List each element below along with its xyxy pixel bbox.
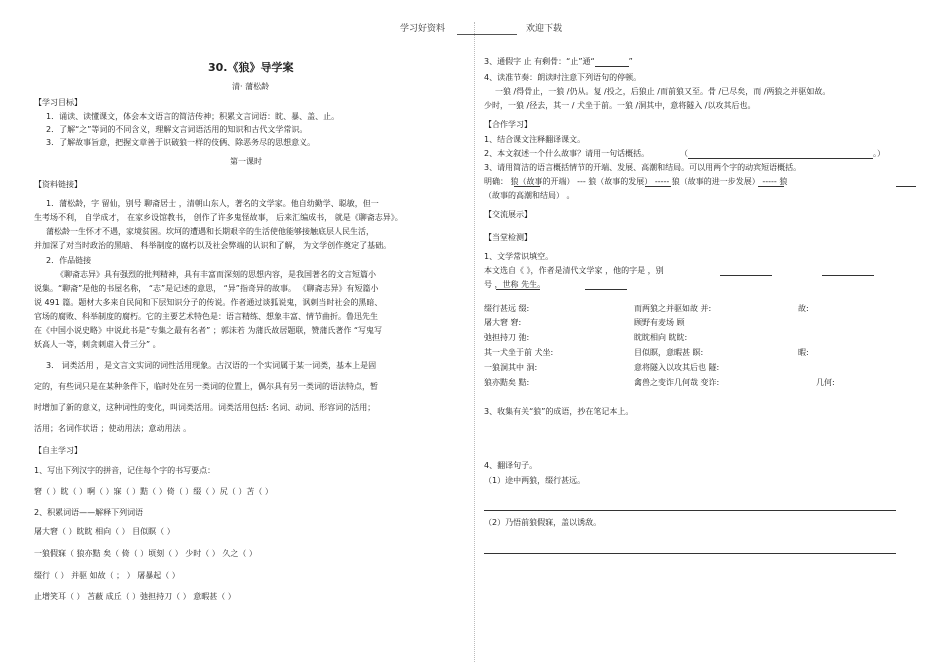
link-p2-line5: 在《中国小说史略》中说此书是“专集之最有名者” ；郭沫若 为蒲氏故居题联，赞蒲氏著作 “写鬼写 bbox=[34, 326, 383, 335]
test-q3: 3、收集有关“狼”的成语，抄在笔记本上。 bbox=[484, 407, 634, 416]
link-p1-line2: 生考场不利， 自学成才， 在家乡设馆教书， 创作了许多鬼怪故事， 后来汇编成书， 就是《聊斋志异》。 bbox=[34, 213, 403, 222]
link-p2-line4: 官场的腐败、科举制度的腐朽。它的主要艺术特色是：语言精练、想象丰富、情节曲折。鲁迅先生 bbox=[34, 312, 378, 321]
coop-q1: 1、结合课文注释翻译课文。 bbox=[484, 135, 586, 144]
grid-r6-c1: 狼亦黠矣 黠: bbox=[484, 378, 530, 387]
link-p3-line4: 活用；名词作状语 ；使动用法；意动用法 。 bbox=[34, 424, 192, 433]
pinyin-row: 窘（ ）眈（ ）啊（ ）寐（ ）黠（ ）倚（ ）缀（ ）尻（ ）苫（ ） bbox=[34, 487, 273, 496]
lesson-label: 第一课时 bbox=[230, 157, 262, 166]
grid-r5-c2: 意将隧入以攻其后也 隧: bbox=[634, 363, 720, 372]
blank-development[interactable] bbox=[645, 186, 671, 187]
tongjia-line: 3、通假字 止 有剩骨：“止”通“ ” bbox=[484, 57, 633, 66]
words-row-2: 一狼假寐（ 狼亦黠 矣（ 倚（ ）顷刻（ ） 少时（ ） 久之（ ） bbox=[34, 549, 257, 558]
test-q1-line2: 号 ，世称 先生。 bbox=[484, 280, 546, 289]
section-self-study: 【自主学习】 bbox=[34, 446, 82, 455]
blank-title[interactable] bbox=[585, 289, 627, 290]
author: 清· 蒲松龄 bbox=[232, 82, 270, 91]
header-rule bbox=[457, 34, 517, 35]
blank-writer[interactable] bbox=[720, 275, 772, 276]
grid-r4-c2: 目似瞑，意暇甚 瞑: bbox=[634, 348, 704, 357]
words-row-1: 屠大窘（ ）眈眈 相向（ ） 目似瞑（ ） bbox=[34, 527, 175, 536]
grid-r3-c1: 弛担持刀 弛: bbox=[484, 333, 530, 342]
coop-q2-blank[interactable]: （ 。） bbox=[680, 149, 885, 158]
link-p2-line1: 《聊斋志异》具有强烈的批判精神，具有丰富而深刻的思想内容，是我国著名的文言短篇小 bbox=[56, 270, 376, 279]
blank-opening[interactable] bbox=[514, 186, 540, 187]
grid-r6-c3: 几何: bbox=[816, 378, 835, 387]
link-p2-line6: 妖高人一等，刺贪刺虐入骨三分” 。 bbox=[34, 340, 161, 349]
link-p1-line4: 并加深了对当时政治的黑暗、 科举制度的腐朽以及社会弊端的认识和了解， 为文学创作奠定了基础。 bbox=[34, 241, 392, 250]
blank-courtesy-name[interactable] bbox=[822, 275, 874, 276]
page-title: 30.《狼》导学案 bbox=[208, 61, 294, 74]
test-q1: 1、文学常识填空。 bbox=[484, 252, 554, 261]
coop-q2: 2、本文叙述一个什么故事？请用一句话概括。 bbox=[484, 149, 650, 158]
grid-r1-c1: 缀行甚远 缀: bbox=[484, 304, 530, 313]
answer-line-2[interactable] bbox=[484, 553, 896, 554]
section-exchange: 【交流展示】 bbox=[484, 210, 532, 219]
grid-r3-c2: 眈眈相向 眈眈: bbox=[634, 333, 688, 342]
q1-prompt: 1、写出下列汉字的拼音，记住每个字的书写要点： bbox=[34, 466, 216, 475]
goal-3: 3．了解故事旨意，把握文章善于识破狼一样的伎俩、除恶务尽的思想意义。 bbox=[46, 138, 316, 147]
section-test: 【当堂检测】 bbox=[484, 233, 532, 242]
rhythm-line-2: 少时，一狼 /径去，其一 / 犬坐于前。一狼 /洞其中，意将隧入 /以攻其后也。 bbox=[484, 101, 756, 110]
link-p3-line1: 3． 词类活用 ，是文言文实词的词性活用现象。古汉语的一个实词属于某一词类，基本上是固 bbox=[46, 361, 377, 370]
link-p1-line1: 1．蒲松龄，字 留仙，别号 聊斋居士 ，清朝山东人，著名的文学家。他自幼勤学、聪敏，但一 bbox=[46, 199, 379, 208]
link-p2-line2: 说集。“聊斋”是他的书屋名称， “志”是记述的意思， “异”指奇异的故事。 《聊斋志异》有短篇小 bbox=[34, 284, 379, 293]
grid-r1-c2: 而两狼之并驱如故 并: bbox=[634, 304, 712, 313]
link-p3-line3: 时增加了新的意义，这种词性的变化，叫词类活用。词类活用包括: 名词、动词、形容词的活用； bbox=[34, 403, 376, 412]
coop-plot-line: 明确： 狼（故事的开端） --- 狼（故事的发展） ----- 狼（故事的进一步发展） ----- 狼 bbox=[484, 177, 788, 186]
goal-1: 1．诵读、读懂课文，体会本文语言的简洁传神；积累文言词语：眈、暴、盖、止。 bbox=[46, 112, 340, 121]
rhythm-line-1: 一狼 /得骨止，一狼 /仍从。复 /投之，后狼止 /而前狼又至。骨 /已尽矣，而 /两狼之并驱如故。 bbox=[495, 87, 831, 96]
grid-r6-c2: 禽兽之变诈几何哉 变诈: bbox=[634, 378, 720, 387]
link-p3-line2: 定的，有些词只是在某种条件下，临时处在另一类词的位置上，偶尔具有另一类词的语法特点，暂 bbox=[34, 382, 378, 391]
blank-climax[interactable] bbox=[896, 186, 916, 187]
rhythm-prompt: 4、读准节奏：朗读时注意下列语句的停顿。 bbox=[484, 73, 642, 82]
q2-prompt: 2、积累词语——解释下列词语 bbox=[34, 508, 144, 517]
header-right: 欢迎下载 bbox=[526, 24, 563, 34]
coop-q3: 3、请用简洁的语言概括情节的开端、发展、高潮和结局。可以用两个字的动宾短语概括。 bbox=[484, 163, 802, 172]
grid-r2-c2: 顾野有麦场 顾 bbox=[634, 318, 685, 327]
grid-r4-c1: 其一犬坐于前 犬坐: bbox=[484, 348, 554, 357]
goal-2: 2．了解“之”等词的不同含义，理解文言词语活用的知识和古代文学常识。 bbox=[46, 125, 308, 134]
grid-r2-c1: 屠大窘 窘: bbox=[484, 318, 522, 327]
section-links: 【资料链接】 bbox=[34, 180, 82, 189]
test-q4: 4、翻译句子。 bbox=[484, 461, 538, 470]
link-p1-line3: 蒲松龄一生怀才不遇，家境贫困。坎坷的遭遇和长期艰辛的生活使他能够接触底层人民生活， bbox=[46, 227, 374, 236]
grid-r1-c3: 故: bbox=[798, 304, 809, 313]
grid-r5-c1: 一狼洞其中 洞: bbox=[484, 363, 538, 372]
column-divider bbox=[474, 22, 475, 662]
coop-plot-end: （故事的高潮和结局） 。 bbox=[484, 191, 575, 200]
section-cooperative: 【合作学习】 bbox=[484, 120, 532, 129]
link-p2-line3: 说 491 篇。题材大多来自民间和下层知识分子的传说。作者通过谈狐说鬼，讽刺当时社会的黑暗、 bbox=[34, 298, 383, 307]
blank-further[interactable] bbox=[758, 186, 784, 187]
link-p2-head: 2．作品链接 bbox=[46, 256, 92, 265]
test-q4-1: （1）途中两狼，缀行甚远。 bbox=[484, 476, 586, 485]
grid-r4-c3: 暇: bbox=[798, 348, 809, 357]
section-goals: 【学习目标】 bbox=[34, 98, 82, 107]
test-q4-2: （2）乃悟前狼假寐，盖以诱敌。 bbox=[484, 518, 602, 527]
words-row-3: 缀行（ ） 并驱 如故（ ； ） 屠暴起（ ） bbox=[34, 571, 180, 580]
answer-line-1[interactable] bbox=[484, 510, 896, 511]
blank-pen-name[interactable] bbox=[496, 289, 540, 290]
test-q1-line1: 本文选自《 》，作者是清代文学家 ，他的字是 ，别 bbox=[484, 266, 664, 275]
words-row-4: 止增笑耳（ ） 苫蔽 成丘（ ）弛担持刀（ ） 意暇甚（ ） bbox=[34, 592, 236, 601]
header-left: 学习好资料 bbox=[400, 24, 446, 34]
tongjia-blank[interactable] bbox=[595, 57, 629, 67]
